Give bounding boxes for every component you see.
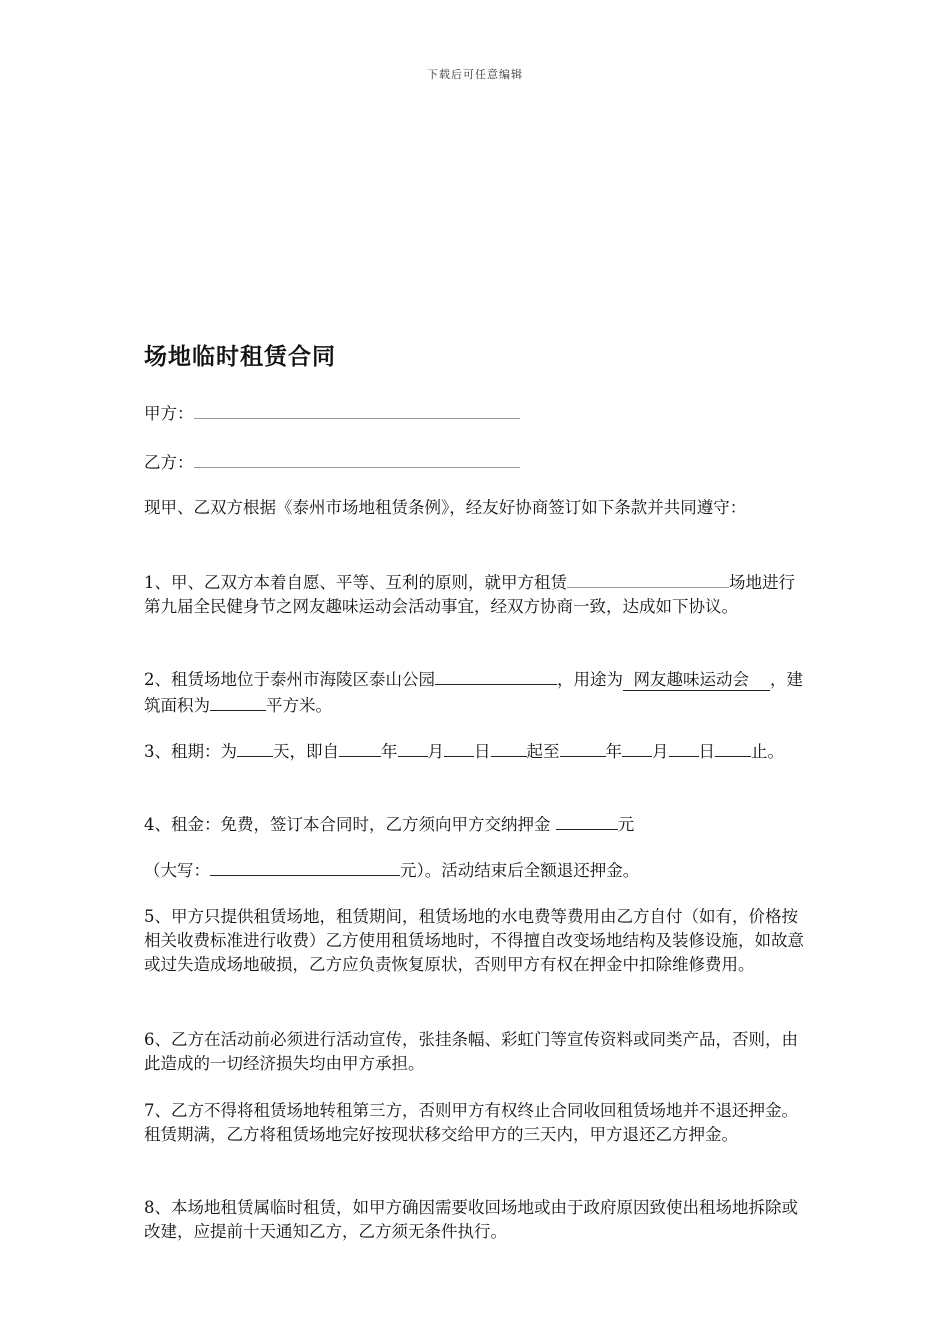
clause-3-end-label: 止。 — [751, 742, 784, 761]
clause-3-end-day-label: 日 — [698, 742, 715, 761]
clause-3-end-extra-blank[interactable] — [715, 738, 751, 757]
clause-3-start-day-blank[interactable] — [444, 738, 474, 757]
clause-4-capital-after: 元）。活动结束后全额退还押金。 — [400, 861, 640, 880]
clause-4-capital — [144, 857, 806, 883]
intro-paragraph: 现甲、乙双方根据《泰州市场地租赁条例》，经友好协商签订如下条款并共同遵守： — [144, 498, 747, 517]
clause-4-capital-label: （大写： — [144, 861, 210, 880]
clause-4-deposit-blank[interactable] — [556, 811, 618, 830]
party-b-label: 乙方： — [144, 453, 194, 472]
clause-4-unit: 元 — [617, 815, 635, 834]
clause-3-to-label: 起至 — [526, 742, 560, 761]
party-a-line — [144, 400, 806, 426]
clause-2-area-unit: 平方米。 — [266, 696, 332, 715]
clause-3 — [144, 738, 806, 764]
clause-7: 7、乙方不得将租赁场地转租第三方，否则甲方有权终止合同收回租赁场地并不退还押金。租赁期满，乙方将租赁场地完好按现状移交给甲方的三天内，甲方退还乙方押金。 — [144, 1101, 798, 1144]
document-title: 场地临时租赁合同 — [144, 344, 336, 370]
clause-2-usage-label: ，用途为 — [557, 670, 623, 689]
clause-2 — [144, 666, 806, 718]
clause-3-end-year-blank[interactable] — [560, 738, 606, 757]
clause-3-days-blank[interactable] — [237, 738, 273, 757]
clause-6: 6、乙方在活动前必须进行活动宣传，张挂条幅、彩虹门等宣传资料或同类产品，否则，由此造成的一切经济损失均由甲方承担。 — [144, 1030, 798, 1073]
clause-3-end-month-blank[interactable] — [622, 738, 652, 757]
clause-3-start-year-blank[interactable] — [339, 738, 381, 757]
clause-3-end-day-blank[interactable] — [669, 738, 699, 757]
party-b-blank[interactable] — [194, 449, 520, 468]
clause-2-area-label: ，建筑面积为 — [144, 670, 803, 715]
clause-2-area-blank[interactable] — [210, 692, 266, 711]
party-b-line — [144, 449, 806, 475]
clause-1-blank[interactable] — [567, 569, 729, 588]
clause-1 — [144, 569, 806, 619]
clause-4-text-before: 4、租金：免费，签订本合同时，乙方须向甲方交纳押金 — [144, 815, 556, 834]
clause-3-day-label: 日 — [474, 742, 491, 761]
clause-3-year-label: 年 — [381, 742, 398, 761]
clause-3-month-label: 月 — [427, 742, 444, 761]
clause-1-text-before: 1、甲、乙双方本着自愿、平等、互利的原则，就甲方租赁 — [144, 573, 567, 592]
clause-8: 8、本场地租赁属临时租赁，如甲方确因需要收回场地或由于政府原因致使出租场地拆除或改建，应提前十天通知乙方，乙方须无条件执行。 — [144, 1198, 798, 1241]
clause-1-text-after: 场地进行第九届全民健身节之网友趣味运动会活动事宜，经双方协商一致，达成如下协议。 — [144, 573, 795, 616]
header-note: 下载后可任意编辑 — [427, 68, 523, 81]
clause-3-end-year-label: 年 — [605, 742, 622, 761]
clause-3-start-month-blank[interactable] — [398, 738, 428, 757]
clause-3-end-month-label: 月 — [652, 742, 669, 761]
clause-3-from-label: 天，即自 — [273, 742, 339, 761]
clause-3-term-label: 3、租期：为 — [144, 742, 237, 761]
party-a-label: 甲方： — [144, 404, 194, 423]
clause-4 — [144, 811, 806, 837]
clause-2-usage-value: 网友趣味运动会 — [623, 670, 770, 689]
clause-2-location: 2、租赁场地位于泰州市海陵区泰山公园 — [144, 670, 435, 689]
clause-3-start-extra-blank[interactable] — [491, 738, 527, 757]
party-a-blank[interactable] — [194, 400, 520, 419]
clause-4-capital-blank[interactable] — [210, 857, 400, 876]
clause-2-location-blank[interactable] — [435, 666, 557, 685]
clause-5: 5、甲方只提供租赁场地，租赁期间，租赁场地的水电费等费用由乙方自付（如有，价格按相关收费标准进行收费）乙方使用租赁场地时，不得擅自改变场地结构及装修设施，如故意或过失造成场地破损，乙方应负责恢复原状，否则甲方有权在押金中扣除维修费用。 — [144, 907, 804, 974]
